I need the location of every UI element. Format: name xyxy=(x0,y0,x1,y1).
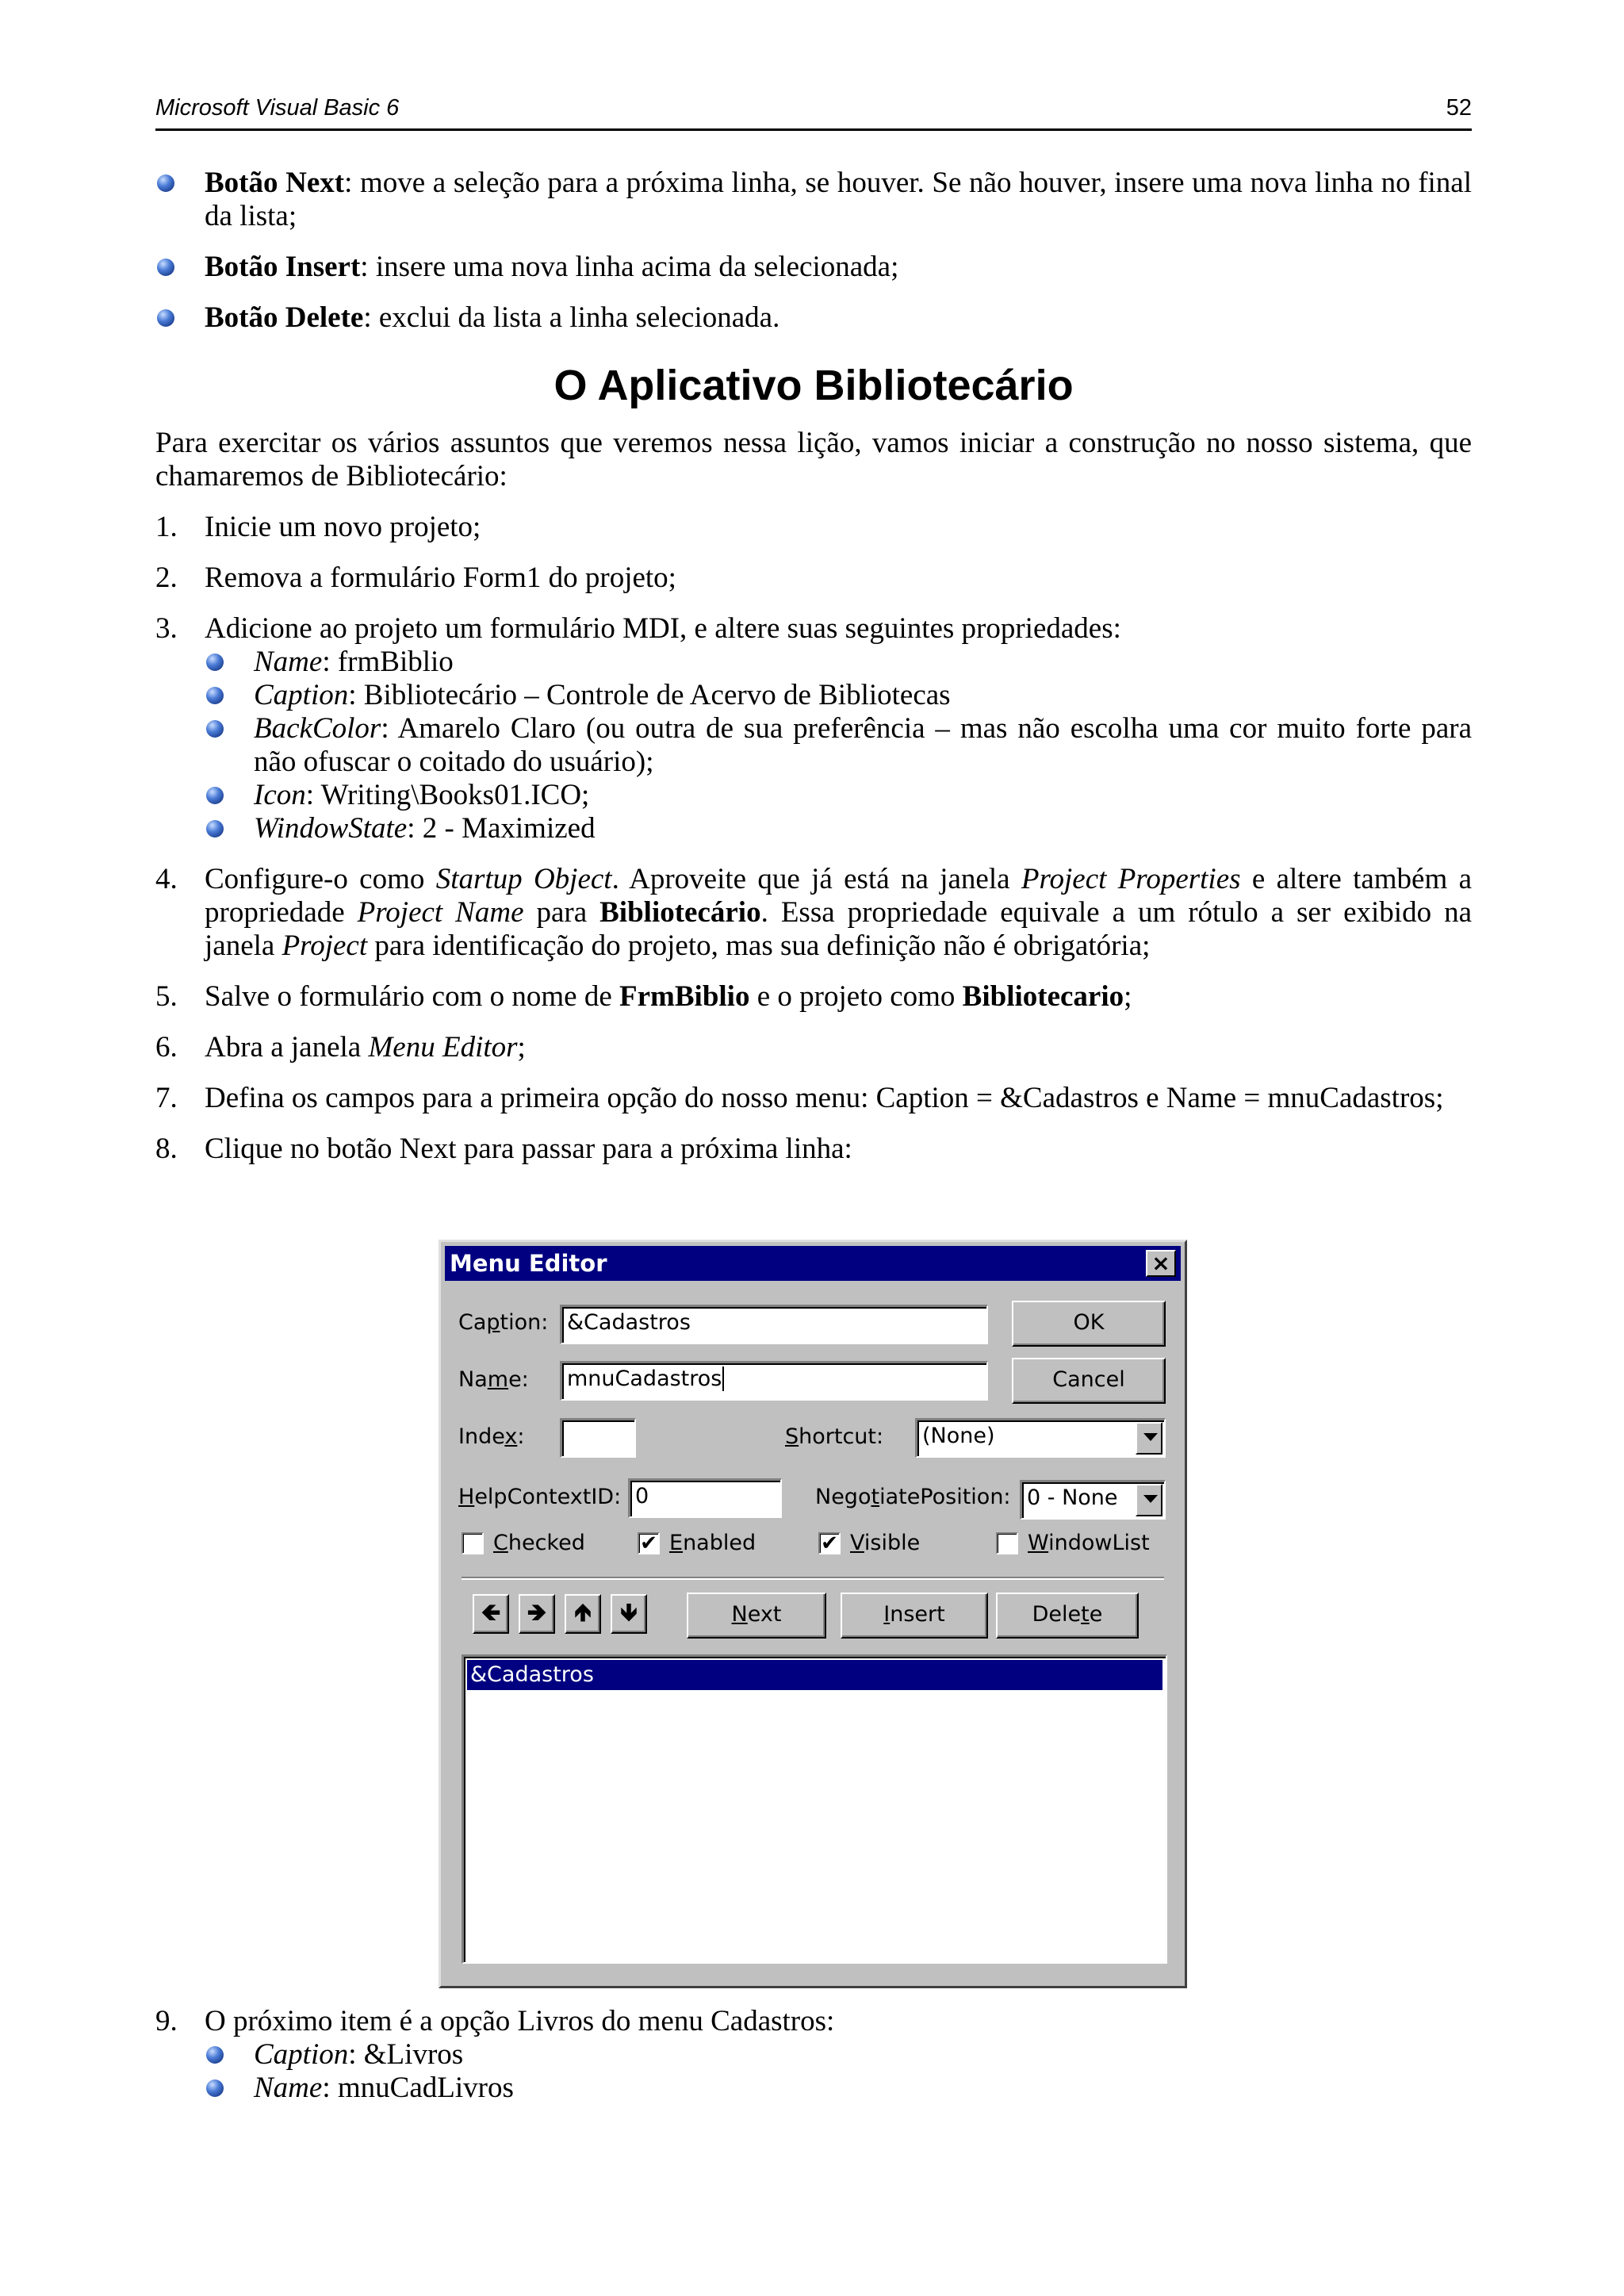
step-number: 3. xyxy=(155,612,178,645)
dialog-title: Menu Editor xyxy=(450,1250,607,1277)
close-icon[interactable]: × xyxy=(1146,1250,1176,1277)
prop-item xyxy=(205,812,1472,845)
step-number: 1. xyxy=(155,511,178,543)
step-text: Adicione ao projeto um formulário MDI, e altere suas seguintes propriedades: xyxy=(205,612,1121,645)
step-text: Abra a janela xyxy=(205,1031,369,1064)
bullet-text: : move a seleção para a próxima linha, se houver. Se não houver, insere uma nova linha no final da lista; xyxy=(205,167,1473,232)
label-accel: E xyxy=(669,1531,684,1555)
label-text: tion: xyxy=(500,1310,549,1335)
page-header xyxy=(155,94,1472,131)
label-accel: H xyxy=(458,1485,475,1509)
step-strong: Bibliotecário xyxy=(599,896,761,929)
dialog-titlebar[interactable] xyxy=(445,1246,1181,1281)
prop-name: Icon xyxy=(254,779,306,811)
arrow-up-icon[interactable]: 🡹 xyxy=(565,1594,601,1634)
name-input[interactable] xyxy=(560,1361,988,1401)
cancel-button[interactable]: Cancel xyxy=(1012,1358,1166,1404)
negotiate-value: 0 - None xyxy=(1027,1485,1118,1510)
prop-value: : 2 - Maximized xyxy=(407,812,596,845)
insert-button[interactable] xyxy=(841,1593,988,1639)
step-text: Configure-o como xyxy=(205,863,436,895)
prop-name: Caption xyxy=(254,679,349,711)
section-title: O Aplicativo Bibliotecário xyxy=(553,362,1074,409)
label-accel: N xyxy=(731,1602,748,1627)
prop-value: : frmBiblio xyxy=(322,646,454,678)
property-list xyxy=(205,2038,1472,2105)
prop-value: : Writing\Books01.ICO; xyxy=(305,779,590,811)
page-number: 52 xyxy=(1446,95,1472,121)
step-text: Defina os campos para a primeira opção do nosso menu: Caption = &Cadastros e Name = mnuCadastros; xyxy=(205,1082,1444,1114)
name-input-value: mnuCadastros xyxy=(567,1366,722,1391)
prop-name: Name xyxy=(254,646,323,678)
prop-value: : &Livros xyxy=(348,2038,464,2071)
bullet-insert xyxy=(155,251,1472,284)
step-number: 5. xyxy=(155,980,178,1013)
windowlist-label xyxy=(1028,1531,1150,1555)
label-accel: x xyxy=(504,1424,518,1449)
chevron-down-icon[interactable] xyxy=(1136,1422,1162,1455)
step-text: Remova a formulário Form1 do projeto; xyxy=(205,562,676,594)
step-text: para identificação do projeto, mas sua definição não é obrigatória; xyxy=(367,930,1151,962)
label-accel: t xyxy=(871,1485,880,1509)
name-label xyxy=(458,1367,529,1392)
step-7 xyxy=(155,1082,1472,1115)
step-number: 4. xyxy=(155,863,178,895)
page-content-after-figure xyxy=(155,2005,1472,2122)
prop-item xyxy=(205,2038,1472,2072)
step-text: Salve o formulário com o nome de xyxy=(205,980,620,1013)
label-text: isible xyxy=(864,1531,921,1555)
step-text: para xyxy=(523,896,600,929)
enabled-checkbox[interactable]: ✔ xyxy=(638,1532,660,1554)
label-text: Na xyxy=(458,1367,488,1392)
step-text: Clique no botão Next para passar para a próxima linha: xyxy=(205,1133,852,1165)
step-strong: Bibliotecario xyxy=(962,980,1124,1013)
step-3 xyxy=(155,612,1472,845)
prop-item xyxy=(205,712,1472,779)
arrow-left-icon[interactable]: 🡸 xyxy=(473,1594,509,1634)
step-6 xyxy=(155,1031,1472,1064)
label-text: Inde xyxy=(458,1424,505,1449)
page-content xyxy=(155,167,1472,1183)
label-text: e: xyxy=(508,1367,529,1392)
label-text: hortcut: xyxy=(799,1424,884,1449)
step-number: 7. xyxy=(155,1082,178,1114)
visible-checkbox[interactable]: ✔ xyxy=(818,1532,841,1554)
text-cursor xyxy=(722,1366,724,1391)
step-number: 8. xyxy=(155,1133,178,1165)
label-accel: W xyxy=(1028,1531,1049,1555)
arrow-right-icon[interactable]: 🡺 xyxy=(519,1594,555,1634)
step-text: Inicie um novo projeto; xyxy=(205,511,481,543)
ok-button[interactable]: OK xyxy=(1012,1301,1166,1347)
prop-name: Caption xyxy=(254,2038,349,2071)
prop-value: : Bibliotecário – Controle de Acervo de Bibliotecas xyxy=(348,679,951,711)
checked-checkbox[interactable] xyxy=(462,1532,484,1554)
prop-name: WindowState xyxy=(254,812,408,845)
label-text: ext xyxy=(747,1602,782,1627)
label-accel: I xyxy=(883,1602,891,1627)
label-text: hecked xyxy=(508,1531,585,1555)
step-emph: Project Properties xyxy=(1021,863,1241,895)
label-accel: V xyxy=(850,1531,864,1555)
steps-list xyxy=(155,511,1472,1166)
bullet-term: Botão Insert xyxy=(205,251,361,283)
prop-item xyxy=(205,779,1472,812)
step-emph: Project xyxy=(282,930,368,962)
label-text: : xyxy=(517,1424,525,1449)
step-number: 6. xyxy=(155,1031,178,1064)
label-text: Ca xyxy=(458,1310,487,1335)
label-text: indowList xyxy=(1048,1531,1150,1555)
step-emph: Project Name xyxy=(357,896,524,929)
step-text: ; xyxy=(1124,980,1132,1013)
bullet-term: Botão Next xyxy=(205,167,345,199)
label-text: e xyxy=(1089,1602,1103,1627)
step-text: . Essa propriedade equivale a um rótulo a ser exibido na janela xyxy=(205,896,1472,962)
label-accel: S xyxy=(785,1424,799,1449)
step-8 xyxy=(155,1133,1472,1166)
index-label xyxy=(458,1424,524,1449)
step-5 xyxy=(155,980,1472,1014)
step-text: . Aproveite que já está na janela xyxy=(611,863,1021,895)
bullet-text: : exclui da lista a linha selecionada. xyxy=(363,301,780,334)
prop-name: Name xyxy=(254,2072,323,2104)
divider xyxy=(462,1577,1164,1580)
step-4 xyxy=(155,863,1472,963)
next-button[interactable] xyxy=(687,1593,826,1639)
menu-items-list[interactable] xyxy=(462,1654,1167,1964)
label-text: Nego xyxy=(815,1485,871,1509)
index-input[interactable] xyxy=(560,1418,636,1458)
step-emph: Startup Object xyxy=(435,863,612,895)
negotiate-select[interactable] xyxy=(1020,1480,1166,1520)
bullet-delete xyxy=(155,301,1472,335)
windowlist-checkbox[interactable] xyxy=(996,1532,1018,1554)
bullet-text: : insere uma nova linha acima da selecionada; xyxy=(360,251,899,283)
label-text: elpContextID: xyxy=(474,1485,622,1509)
enabled-label xyxy=(669,1531,756,1555)
bullet-term: Botão Delete xyxy=(205,301,364,334)
bullet-next xyxy=(155,167,1472,233)
label-accel: m xyxy=(487,1367,509,1392)
label-text: nsert xyxy=(890,1602,945,1627)
label-text: Dele xyxy=(1032,1602,1082,1627)
label-text: iatePosition: xyxy=(879,1485,1011,1509)
steps-list-continued xyxy=(155,2005,1472,2105)
label-accel: p xyxy=(486,1310,500,1335)
property-list xyxy=(205,646,1472,845)
menu-editor-dialog xyxy=(439,1240,1187,1988)
step-text: e o projeto como xyxy=(749,980,963,1013)
visible-label xyxy=(850,1531,920,1555)
arrow-down-icon[interactable]: 🡻 xyxy=(611,1594,647,1634)
step-9 xyxy=(155,2005,1472,2105)
step-1 xyxy=(155,511,1472,544)
step-number: 2. xyxy=(155,562,178,594)
step-text: e altere também a propriedade xyxy=(205,863,1472,929)
prop-item xyxy=(205,2072,1472,2105)
step-strong: FrmBiblio xyxy=(619,980,750,1013)
label-text: nabled xyxy=(683,1531,756,1555)
step-text: O próximo item é a opção Livros do menu Cadastros: xyxy=(205,2005,835,2037)
checked-label xyxy=(493,1531,585,1555)
caption-input[interactable]: &Cadastros xyxy=(560,1305,988,1344)
shortcut-select[interactable] xyxy=(915,1418,1166,1458)
intro-paragraph: Para exercitar os vários assuntos que veremos nessa lição, vamos iniciar a construção no nosso sistema, que chamaremos de Bibliotecário: xyxy=(155,427,1472,493)
caption-label xyxy=(458,1310,548,1335)
step-emph: Menu Editor xyxy=(368,1031,518,1064)
list-item[interactable]: &Cadastros xyxy=(467,1660,1162,1690)
delete-button[interactable] xyxy=(996,1593,1139,1639)
shortcut-label xyxy=(785,1424,883,1449)
step-number: 9. xyxy=(155,2005,178,2037)
chevron-down-icon[interactable] xyxy=(1136,1484,1162,1516)
label-accel: C xyxy=(493,1531,508,1555)
helpcontext-input[interactable]: 0 xyxy=(628,1478,782,1518)
shortcut-value: (None) xyxy=(922,1424,995,1448)
prop-value: : mnuCadLivros xyxy=(322,2072,514,2104)
prop-value: : Amarelo Claro (ou outra de sua preferência – mas não escolha uma cor muito forte para não ofuscar o coitado do usuário); xyxy=(254,712,1472,778)
step-2 xyxy=(155,562,1472,595)
label-accel: t xyxy=(1081,1602,1090,1627)
prop-item xyxy=(205,646,1472,679)
step-text: ; xyxy=(517,1031,526,1064)
header-title: Microsoft Visual Basic 6 xyxy=(155,95,400,121)
prop-name: BackColor xyxy=(254,712,381,745)
negotiate-label xyxy=(815,1485,1011,1509)
helpcontext-label xyxy=(458,1485,621,1509)
prop-item xyxy=(205,679,1472,712)
